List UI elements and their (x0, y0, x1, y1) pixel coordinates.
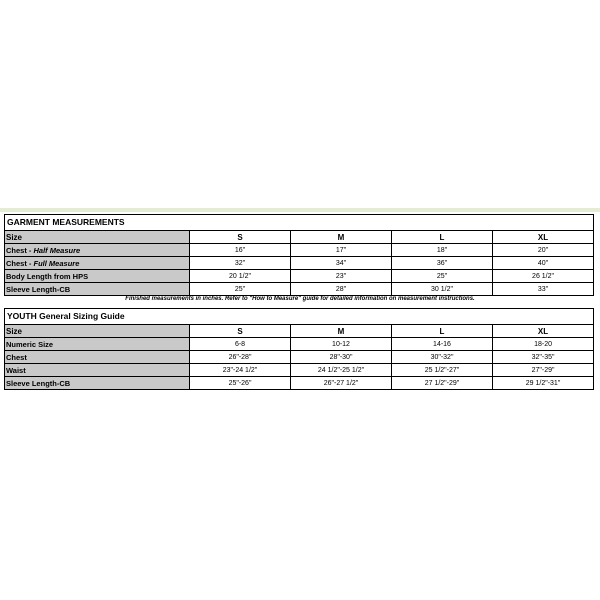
row-label: Waist (5, 364, 190, 377)
table-title: GARMENT MEASUREMENTS (5, 215, 594, 231)
row-label-em: Half Measure (33, 245, 81, 255)
table-cell: 18-20 (493, 338, 594, 351)
table-cell: 18" (392, 244, 493, 257)
row-label (5, 283, 190, 296)
table-cell: 23"-24 1/2" (190, 364, 291, 377)
table-cell: 23" (291, 270, 392, 283)
table-cell: 16" (190, 244, 291, 257)
row-label-em: Full Measure (33, 258, 80, 268)
measurement-note: Finished measurements in inches. Refer to "How to Measure" guide for detailed information on measurement instructions. (125, 296, 475, 302)
table-cell: 17" (291, 244, 392, 257)
table-cell: 26 1/2" (493, 270, 594, 283)
table-cell: 27 1/2"-29" (392, 377, 493, 390)
header-row (5, 231, 594, 244)
table-row (5, 338, 594, 351)
table-row (5, 244, 594, 257)
table-cell: 20 1/2" (190, 270, 291, 283)
row-label-main: Body Length from HPS (6, 271, 89, 281)
table-cell: 29 1/2"-31" (493, 377, 594, 390)
table-cell: 26"-27 1/2" (291, 377, 392, 390)
header-cell: Size (5, 325, 190, 338)
header-cell: L (392, 231, 493, 244)
table-cell: 28"-30" (291, 351, 392, 364)
header-cell: XL (493, 325, 594, 338)
row-label (5, 270, 190, 283)
table-row (5, 270, 594, 283)
table-cell: 14-16 (392, 338, 493, 351)
header-cell: L (392, 325, 493, 338)
table-cell: 25" (392, 270, 493, 283)
header-row (5, 325, 594, 338)
table-cell: 28" (291, 283, 392, 296)
header-cell: M (291, 231, 392, 244)
table-cell: 33" (493, 283, 594, 296)
table-cell: 20" (493, 244, 594, 257)
header-cell: XL (493, 231, 594, 244)
table-cell: 25 1/2"-27" (392, 364, 493, 377)
garment-measurements-table (4, 214, 594, 296)
row-label-main: Chest - (6, 258, 34, 268)
table-cell: 30"-32" (392, 351, 493, 364)
table-cell: 25"-26" (190, 377, 291, 390)
table-row (5, 257, 594, 270)
table-cell: 26"-28" (190, 351, 291, 364)
row-label: Sleeve Length-CB (5, 377, 190, 390)
header-cell: S (190, 231, 291, 244)
table-cell: 32"-35" (493, 351, 594, 364)
header-cell: Size (5, 231, 190, 244)
table-cell: 32" (190, 257, 291, 270)
youth-sizing-table (4, 308, 594, 390)
table-title: YOUTH General Sizing Guide (5, 309, 594, 325)
table-cell: 30 1/2" (392, 283, 493, 296)
table-cell: 27"-29" (493, 364, 594, 377)
table-row (5, 377, 594, 390)
table-cell: 25" (190, 283, 291, 296)
row-label-main: Chest - (6, 245, 34, 255)
table-cell: 40" (493, 257, 594, 270)
table-cell: 6-8 (190, 338, 291, 351)
row-label: Chest (5, 351, 190, 364)
row-label (5, 244, 190, 257)
table-row (5, 283, 594, 296)
table-cell: 34" (291, 257, 392, 270)
table-cell: 10-12 (291, 338, 392, 351)
row-label-main: Sleeve Length-CB (6, 284, 71, 294)
header-cell: S (190, 325, 291, 338)
table-row (5, 351, 594, 364)
row-label (5, 257, 190, 270)
table-cell: 36" (392, 257, 493, 270)
header-cell: M (291, 325, 392, 338)
row-label: Numeric Size (5, 338, 190, 351)
accent-bar (0, 208, 600, 212)
table-cell: 24 1/2"-25 1/2" (291, 364, 392, 377)
table-row (5, 364, 594, 377)
